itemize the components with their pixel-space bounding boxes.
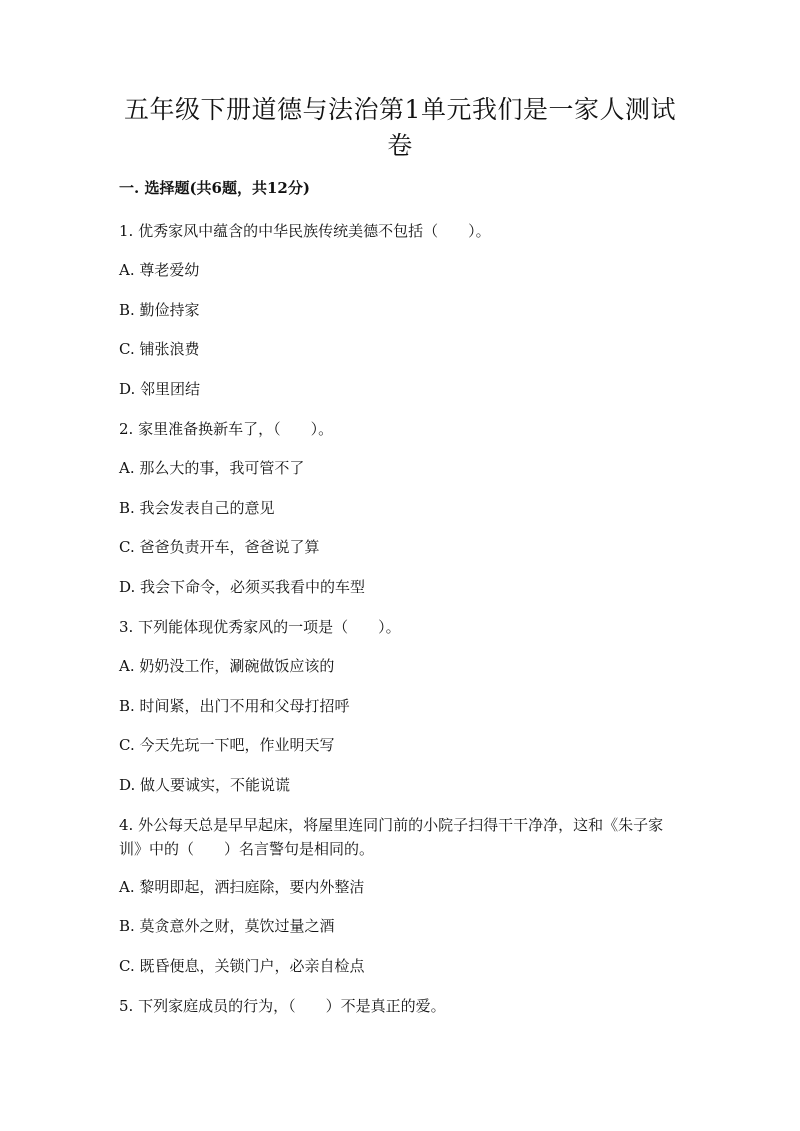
question-stem: 2. 家里准备换新车了，（ ）。 — [119, 420, 334, 438]
answer-option: C. 爸爸负责开车，爸爸说了算 — [119, 538, 320, 556]
answer-option: B. 勤俭持家 — [119, 301, 200, 319]
answer-option: C. 今天先玩一下吧，作业明天写 — [119, 736, 335, 754]
question-stem: 4. 外公每天总是早早起床，将屋里连同门前的小院子扫得干干净净，这和《朱子家训》中的（ ）名言警句是相同的。 — [119, 816, 664, 858]
answer-option: D. 邻里团结 — [119, 380, 201, 398]
answer-option: B. 我会发表自己的意见 — [119, 499, 275, 517]
answer-option: C. 既昏便息，关锁门户，必亲自检点 — [119, 957, 365, 975]
question-stem: 3. 下列能体现优秀家风的一项是（ ）。 — [119, 618, 401, 636]
answer-option: B. 时间紧，出门不用和父母打招呼 — [119, 697, 350, 715]
answer-option: B. 莫贪意外之财，莫饮过量之酒 — [119, 917, 335, 935]
answer-option: D. 做人要诚实，不能说谎 — [119, 776, 291, 794]
answer-option: C. 铺张浪费 — [119, 340, 200, 358]
question-stem: 1. 优秀家风中蕴含的中华民族传统美德不包括（ ）。 — [119, 222, 491, 240]
answer-option: A. 尊老爱幼 — [119, 261, 200, 279]
answer-option: A. 黎明即起，洒扫庭除，要内外整洁 — [119, 878, 365, 896]
answer-option: A. 那么大的事，我可管不了 — [119, 459, 305, 477]
document-title: 五年级下册道德与法治第1单元我们是一家人测试卷 — [124, 95, 676, 160]
answer-option: D. 我会下命令，必须买我看中的车型 — [119, 578, 366, 596]
question-stem: 5. 下列家庭成员的行为，（ ）不是真正的爱。 — [119, 997, 446, 1015]
answer-option: A. 奶奶没工作，涮碗做饭应该的 — [119, 657, 335, 675]
section-heading: 一. 选择题(共6题，共12分) — [119, 179, 310, 197]
